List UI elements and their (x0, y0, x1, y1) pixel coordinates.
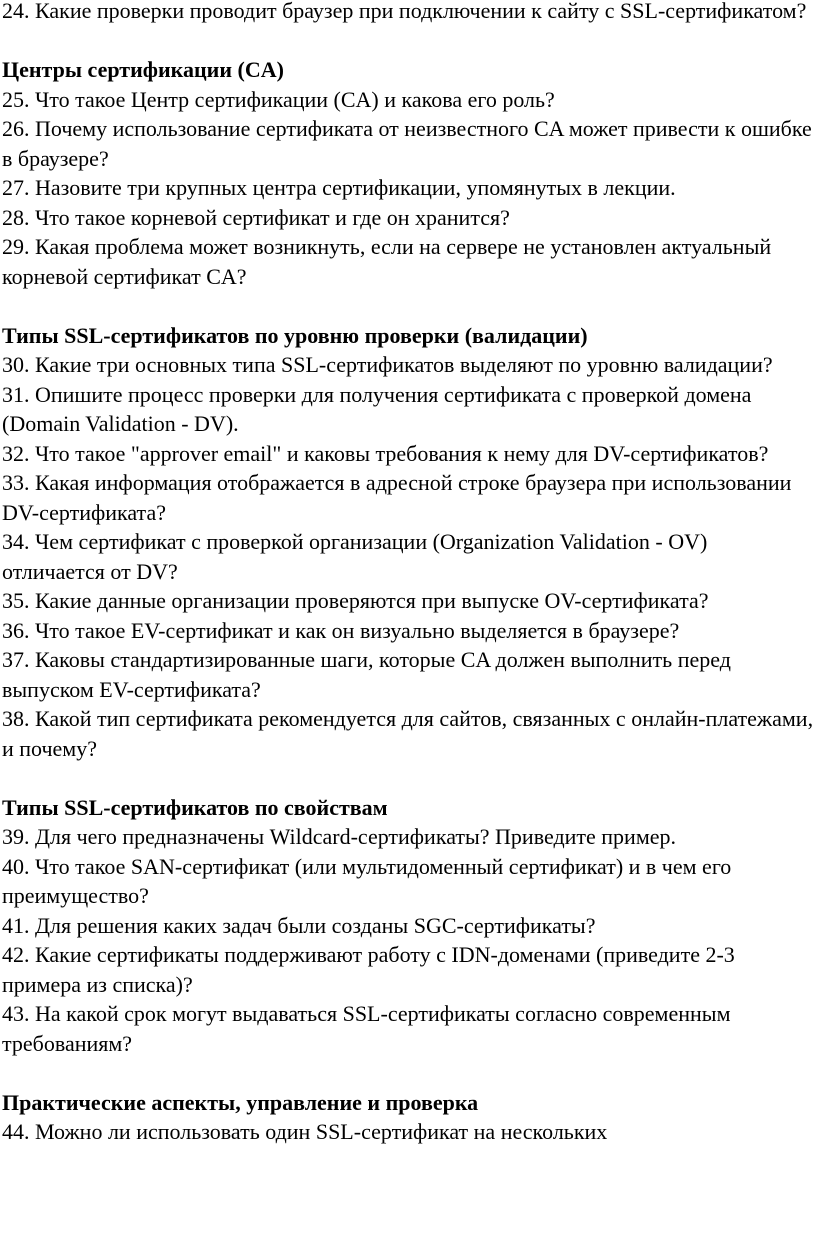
question-37: 37. Каковы стандартизированные шаги, которые CA должен выполнить перед выпуском EV-сертификата? (2, 647, 731, 702)
section-title: Центры сертификации (CA) (2, 57, 284, 82)
question-29: 29. Какая проблема может возникнуть, если на сервере не установлен актуальный корневой сертификат CA? (2, 234, 772, 289)
question-40: 40. Что такое SAN-сертификат (или мультидоменный сертификат) и в чем его преимущество? (2, 853, 732, 908)
question-30: 30. Какие три основных типа SSL-сертификатов выделяют по уровню валидации? (2, 352, 773, 377)
question-35: 35. Какие данные организации проверяются при выпуске OV-сертификата? (2, 588, 709, 613)
question-27: 27. Назовите три крупных центра сертификации, упомянутых в лекции. (2, 175, 676, 200)
question-36: 36. Что такое EV-сертификат и как он визуально выделяется в браузере? (2, 617, 680, 643)
question-32: 32. Что такое "approver email" и каковы требования к нему для DV-сертификатов? (2, 440, 769, 466)
section-validation-types (2, 321, 814, 764)
question-33: 33. Какая информация отображается в адресной строке браузера при использовании DV-сертификата? (2, 470, 792, 525)
section-practical-aspects (2, 1088, 814, 1147)
question-26: 26. Почему использование сертификата от неизвестного CA может привести к ошибке в браузере? (2, 116, 812, 171)
question-24: 24. Какие проверки проводит браузер при подключении к сайту с SSL-сертификатом? (2, 0, 807, 23)
question-25: 25. Что такое Центр сертификации (CA) и какова его роль? (2, 86, 555, 112)
question-41: 41. Для решения каких задач были созданы SGC-сертификаты? (2, 912, 596, 938)
question-42: 42. Какие сертификаты поддерживают работу с IDN-доменами (приведите 2-3 примера из списка)? (2, 942, 735, 997)
question-44: 44. Можно ли использовать один SSL-сертификат на нескольких (2, 1119, 608, 1144)
question-34: 34. Чем сертификат с проверкой организации (Organization Validation - OV) отличается от DV? (2, 529, 708, 584)
question-31: 31. Опишите процесс проверки для получения сертификата с проверкой домена (Domain Validation - DV). (2, 381, 752, 436)
question-43: 43. На какой срок могут выдаваться SSL-сертификаты согласно современным требованиям? (2, 1001, 731, 1056)
question-28: 28. Что такое корневой сертификат и где он хранится? (2, 204, 510, 230)
section-title: Практические аспекты, управление и проверка (2, 1089, 479, 1115)
section-certificate-properties (2, 793, 814, 1059)
question-38: 38. Какой тип сертификата рекомендуется для сайтов, связанных с онлайн-платежами, и почему? (2, 706, 814, 761)
section-title: Типы SSL-сертификатов по уровню проверки (валидации) (2, 322, 588, 348)
question-39: 39. Для чего предназначены Wildcard-сертификаты? Приведите пример. (2, 824, 677, 849)
section-title: Типы SSL-сертификатов по свойствам (2, 794, 388, 820)
section-certificate-authorities (2, 55, 814, 291)
